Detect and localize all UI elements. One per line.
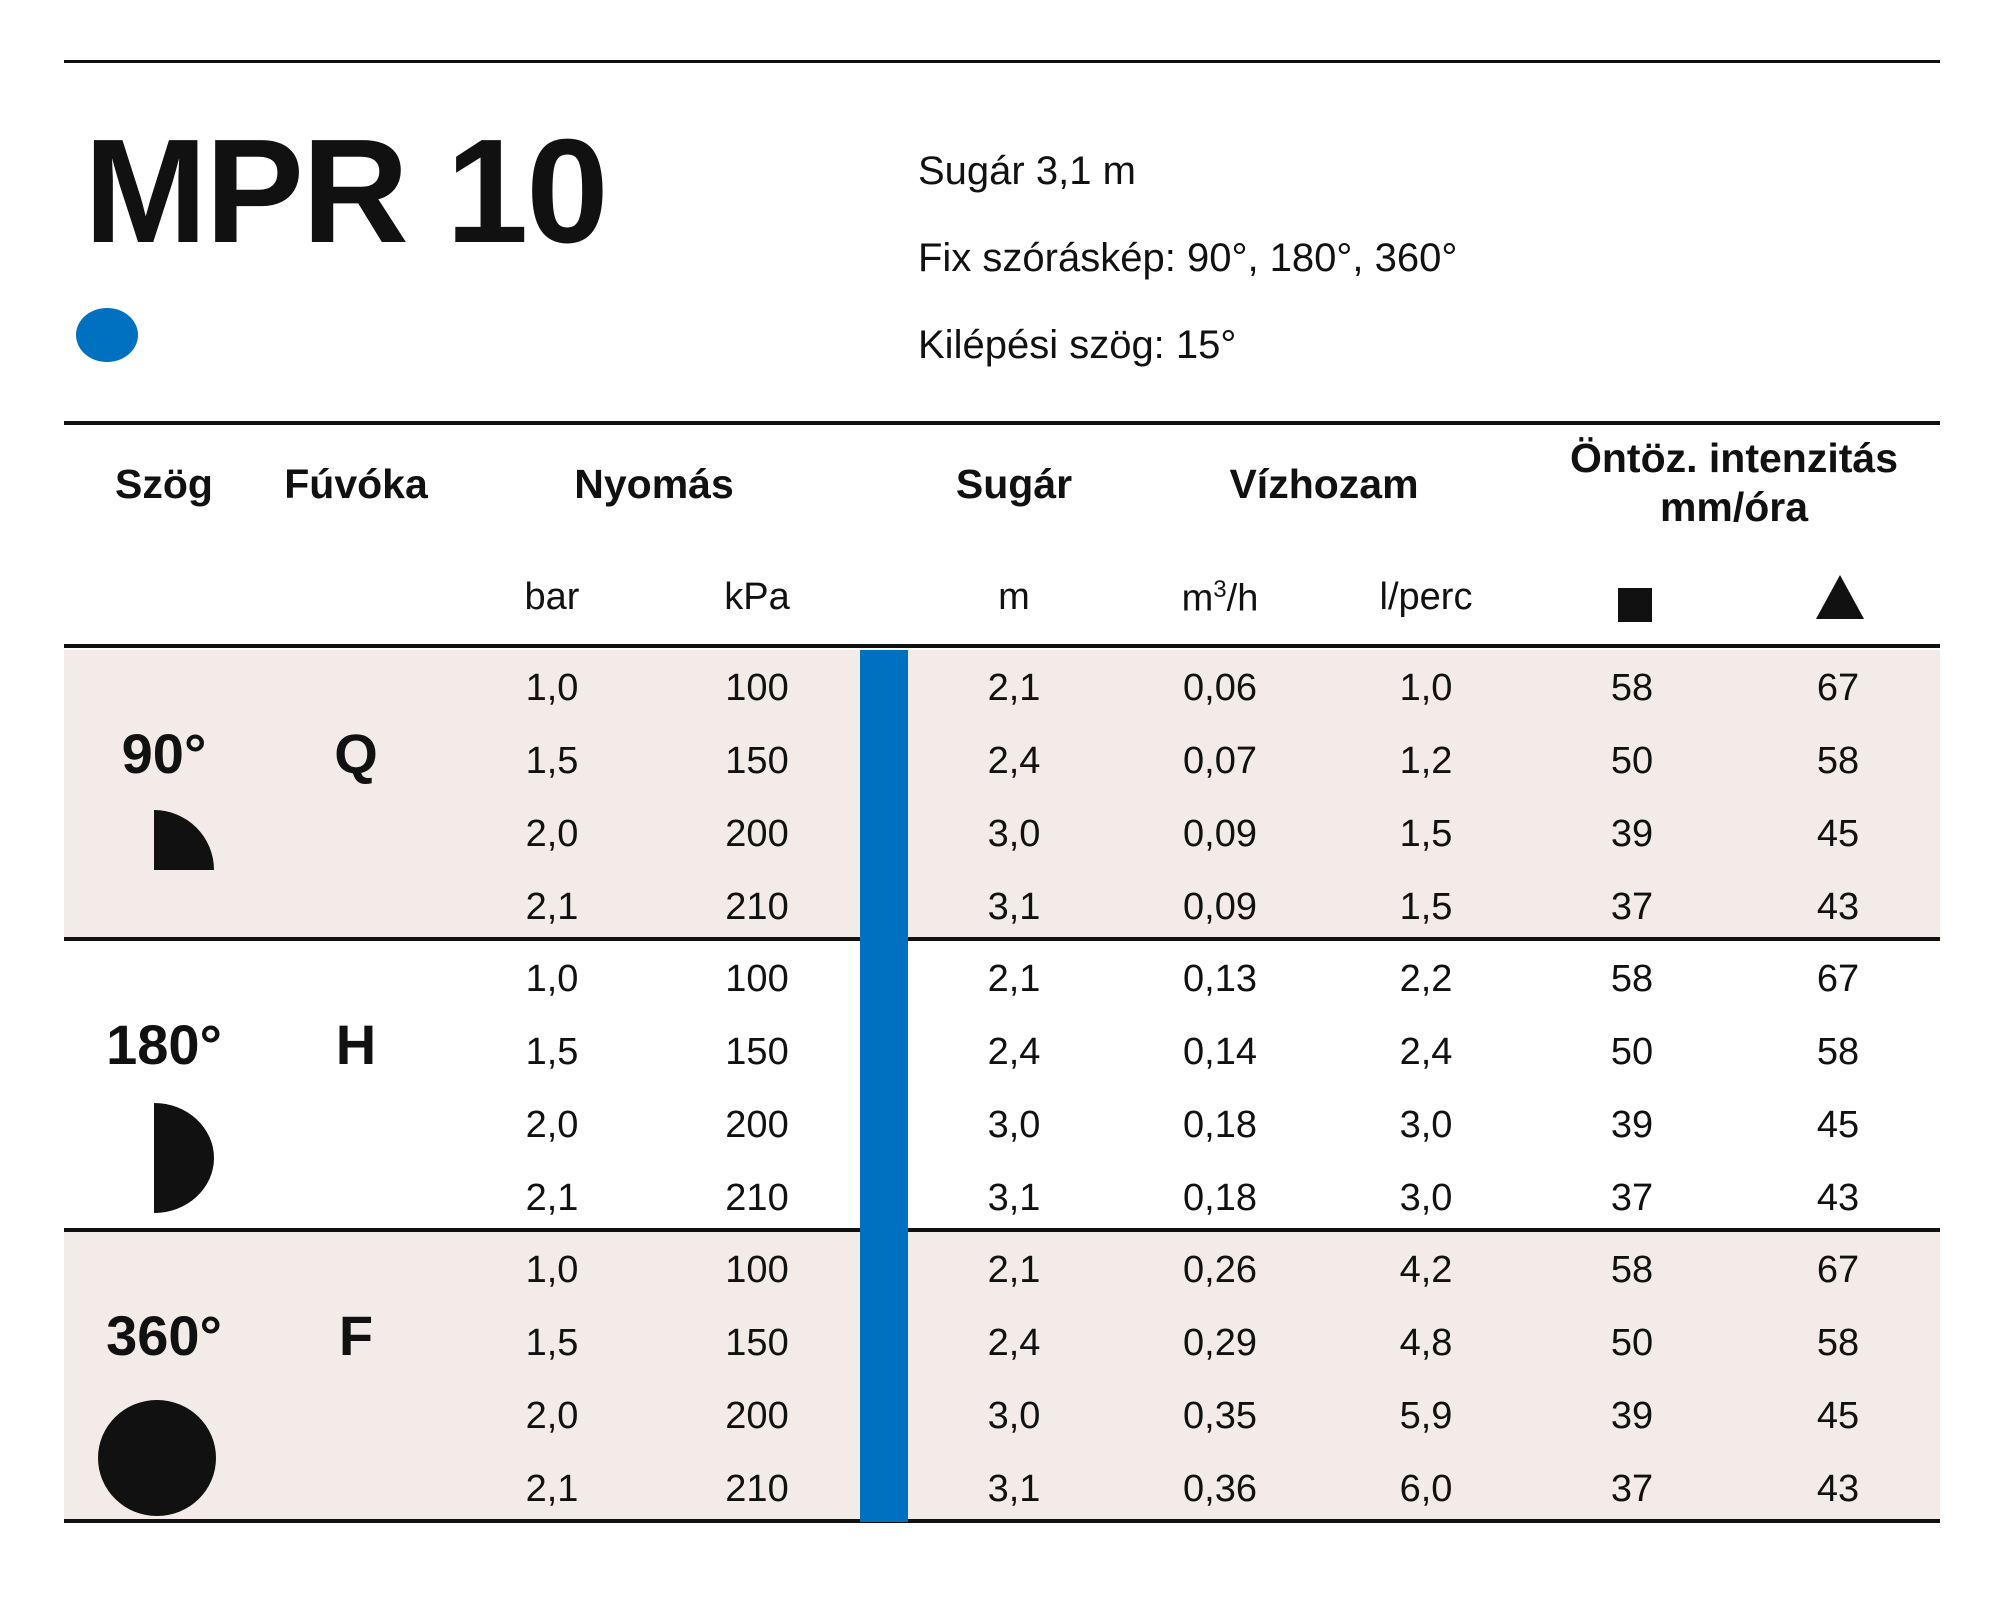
col-header-nozzle: Fúvóka xyxy=(284,461,428,507)
cell-bar: 1,5 xyxy=(525,1322,579,1364)
col-header-angle: Szög xyxy=(115,461,213,507)
cell-precip-square: 37 xyxy=(1610,1468,1654,1510)
cell-precip-square: 50 xyxy=(1610,740,1654,782)
cell-precip-triangle: 43 xyxy=(1816,886,1860,928)
nozzle-color-marker xyxy=(76,308,138,362)
cell-flow-m3h: 0,36 xyxy=(1183,1468,1257,1510)
cell-flow-lperc: 3,0 xyxy=(1399,1104,1453,1146)
cell-kpa: 150 xyxy=(725,740,789,782)
cell-kpa: 150 xyxy=(725,1322,789,1364)
cell-precip-square: 50 xyxy=(1610,1322,1654,1364)
cell-precip-triangle: 67 xyxy=(1816,958,1860,1000)
cell-flow-lperc: 2,4 xyxy=(1399,1031,1453,1073)
nozzle-label: F xyxy=(338,1304,374,1367)
cell-flow-lperc: 4,8 xyxy=(1399,1322,1453,1364)
cell-radius: 3,0 xyxy=(987,813,1041,855)
cell-kpa: 210 xyxy=(725,1177,789,1219)
unit-lperc: l/perc xyxy=(1379,576,1473,618)
cell-flow-lperc: 4,2 xyxy=(1399,1249,1453,1291)
cell-radius: 2,1 xyxy=(987,958,1041,1000)
cell-flow-lperc: 3,0 xyxy=(1399,1177,1453,1219)
cell-precip-triangle: 43 xyxy=(1816,1468,1860,1510)
cell-precip-square: 39 xyxy=(1610,813,1654,855)
cell-kpa: 150 xyxy=(725,1031,789,1073)
header-bottom-rule xyxy=(64,644,1940,648)
cell-bar: 2,1 xyxy=(525,1468,579,1510)
cell-kpa: 200 xyxy=(725,813,789,855)
col-header-radius: Sugár xyxy=(955,461,1073,507)
cell-radius: 2,4 xyxy=(987,740,1041,782)
cell-flow-lperc: 1,5 xyxy=(1399,886,1453,928)
unit-m: m xyxy=(998,576,1030,618)
radius-accent-bar xyxy=(860,650,908,1522)
cell-kpa: 200 xyxy=(725,1395,789,1437)
cell-precip-square: 37 xyxy=(1610,886,1654,928)
half-circle-icon xyxy=(154,1103,214,1213)
cell-radius: 3,1 xyxy=(987,886,1041,928)
cell-precip-square: 50 xyxy=(1610,1031,1654,1073)
unit-kpa: kPa xyxy=(724,576,790,618)
cell-precip-square: 37 xyxy=(1610,1177,1654,1219)
cell-flow-lperc: 6,0 xyxy=(1399,1468,1453,1510)
top-rule xyxy=(64,60,1940,63)
cell-radius: 3,0 xyxy=(987,1104,1041,1146)
col-header-pressure: Nyomás xyxy=(574,461,734,507)
cell-bar: 1,5 xyxy=(525,1031,579,1073)
full-circle-icon xyxy=(98,1400,216,1516)
cell-kpa: 210 xyxy=(725,886,789,928)
cell-bar: 2,0 xyxy=(525,1104,579,1146)
cell-precip-square: 39 xyxy=(1610,1104,1654,1146)
cell-flow-m3h: 0,09 xyxy=(1183,886,1257,928)
cell-flow-m3h: 0,29 xyxy=(1183,1322,1257,1364)
col-header-precip-line2: mm/óra xyxy=(1659,484,1809,531)
cell-bar: 1,0 xyxy=(525,958,579,1000)
cell-flow-m3h: 0,26 xyxy=(1183,1249,1257,1291)
cell-flow-lperc: 5,9 xyxy=(1399,1395,1453,1437)
spec-arc-patterns: Fix szóráskép: 90°, 180°, 360° xyxy=(918,236,1458,280)
cell-bar: 1,0 xyxy=(525,1249,579,1291)
nozzle-label: H xyxy=(335,1013,377,1076)
cell-radius: 2,4 xyxy=(987,1322,1041,1364)
cell-flow-m3h: 0,09 xyxy=(1183,813,1257,855)
cell-precip-triangle: 45 xyxy=(1816,1395,1860,1437)
group-rule xyxy=(64,937,1940,941)
cell-flow-m3h: 0,18 xyxy=(1183,1104,1257,1146)
cell-radius: 3,1 xyxy=(987,1468,1041,1510)
cell-radius: 3,1 xyxy=(987,1177,1041,1219)
cell-precip-triangle: 43 xyxy=(1816,1177,1860,1219)
cell-flow-m3h: 0,35 xyxy=(1183,1395,1257,1437)
cell-precip-triangle: 58 xyxy=(1816,1322,1860,1364)
cell-precip-triangle: 67 xyxy=(1816,667,1860,709)
cell-precip-triangle: 67 xyxy=(1816,1249,1860,1291)
nozzle-label: Q xyxy=(334,722,378,785)
group-rule xyxy=(64,1519,1940,1523)
triangle-spacing-icon xyxy=(1816,575,1864,619)
cell-flow-m3h: 0,07 xyxy=(1183,740,1257,782)
cell-flow-lperc: 1,0 xyxy=(1399,667,1453,709)
cell-radius: 3,0 xyxy=(987,1395,1041,1437)
cell-flow-m3h: 0,18 xyxy=(1183,1177,1257,1219)
cell-precip-square: 58 xyxy=(1610,667,1654,709)
col-header-flow: Vízhozam xyxy=(1229,461,1419,507)
cell-precip-square: 39 xyxy=(1610,1395,1654,1437)
angle-label: 90° xyxy=(121,722,207,785)
cell-flow-m3h: 0,14 xyxy=(1183,1031,1257,1073)
cell-bar: 2,1 xyxy=(525,1177,579,1219)
cell-flow-lperc: 1,5 xyxy=(1399,813,1453,855)
col-header-precip xyxy=(1570,434,1898,532)
square-spacing-icon xyxy=(1618,588,1652,622)
cell-precip-square: 58 xyxy=(1610,1249,1654,1291)
cell-kpa: 210 xyxy=(725,1468,789,1510)
unit-m3h xyxy=(1182,578,1259,618)
cell-precip-triangle: 58 xyxy=(1816,740,1860,782)
col-header-precip-line1: Öntöz. intenzitás xyxy=(1570,435,1898,481)
cell-bar: 1,0 xyxy=(525,667,579,709)
angle-label: 180° xyxy=(106,1013,222,1076)
spec-radius: Sugár 3,1 m xyxy=(918,149,1136,193)
unit-m3h-tail: /h xyxy=(1226,577,1259,620)
cell-precip-square: 58 xyxy=(1610,958,1654,1000)
cell-bar: 2,0 xyxy=(525,813,579,855)
cell-flow-m3h: 0,13 xyxy=(1183,958,1257,1000)
spec-trajectory: Kilépési szög: 15° xyxy=(918,323,1237,367)
cell-kpa: 100 xyxy=(725,667,789,709)
unit-m3h-base: m xyxy=(1181,577,1214,620)
cell-precip-triangle: 45 xyxy=(1816,813,1860,855)
unit-bar: bar xyxy=(524,576,580,618)
cell-radius: 2,4 xyxy=(987,1031,1041,1073)
cell-kpa: 100 xyxy=(725,1249,789,1291)
cell-bar: 2,1 xyxy=(525,886,579,928)
cell-bar: 2,0 xyxy=(525,1395,579,1437)
table-top-rule xyxy=(64,421,1940,425)
cell-radius: 2,1 xyxy=(987,1249,1041,1291)
angle-label: 360° xyxy=(106,1304,222,1367)
cell-radius: 2,1 xyxy=(987,667,1041,709)
product-title: MPR 10 xyxy=(84,109,607,274)
cell-kpa: 100 xyxy=(725,958,789,1000)
cell-flow-lperc: 1,2 xyxy=(1399,740,1453,782)
cell-kpa: 200 xyxy=(725,1104,789,1146)
unit-m3h-exp: 3 xyxy=(1213,576,1227,603)
cell-precip-triangle: 45 xyxy=(1816,1104,1860,1146)
cell-flow-m3h: 0,06 xyxy=(1183,667,1257,709)
cell-bar: 1,5 xyxy=(525,740,579,782)
cell-precip-triangle: 58 xyxy=(1816,1031,1860,1073)
cell-flow-lperc: 2,2 xyxy=(1399,958,1453,1000)
